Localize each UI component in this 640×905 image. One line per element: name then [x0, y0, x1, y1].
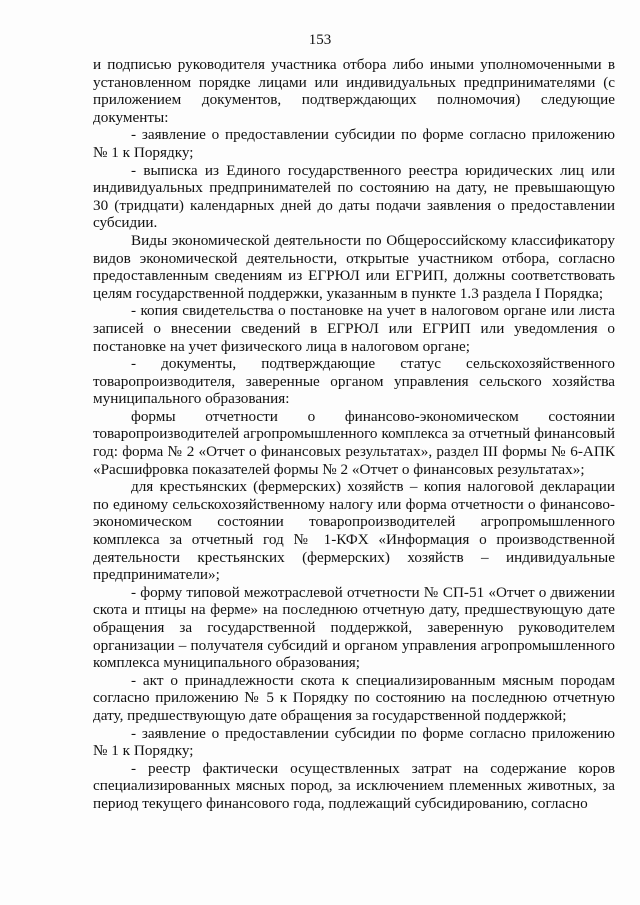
paragraph: Виды экономической деятельности по Общероссийскому классификатору видов экономической деятельности, открытые участником отбора, согласно предоставленным сведениям из ЕГРЮЛ или ЕГРИП, должны соответствовать целям государственной поддержки, указанным в пункте 1.3 раздела I Порядка;: [93, 231, 615, 302]
paragraph: - акт о принадлежности скота к специализированным мясным породам согласно приложению № 5 к Порядку по состоянию на последнюю отчетную дату, предшествующую дате обращения за государственной поддержкой;: [93, 671, 615, 724]
paragraph: формы отчетности о финансово-экономическом состоянии товаропроизводителей агропромышленного комплекса за отчетный финансовый год: форма № 2 «Отчет о финансовых результатах», раздел III формы № 6-АПК «Расшифровка показателей формы № 2 «Отчет о финансовых результатах»;: [93, 407, 615, 478]
paragraph: - заявление о предоставлении субсидии по форме согласно приложению № 1 к Порядку;: [93, 724, 615, 760]
paragraph: - копия свидетельства о постановке на учет в налоговом органе или листа записей о внесении сведений в ЕГРЮЛ или ЕГРИП или уведомления о постановке на учет физического лица в налоговом органе;: [93, 302, 615, 355]
paragraph: - заявление о предоставлении субсидии по форме согласно приложению № 1 к Порядку;: [93, 126, 615, 161]
paragraph: и подписью руководителя участника отбора либо иными уполномоченными в установленном порядке лицами или индивидуальных предпринимателями (с приложением документов, подтверждающих полномочия) следующие документы:: [93, 56, 615, 126]
document-body: [93, 56, 615, 813]
page-number: 153: [308, 32, 332, 48]
paragraph: для крестьянских (фермерских) хозяйств – копия налоговой декларации по единому сельскохозяйственному налогу или форма отчетности о финансово-экономическом состоянии товаропроизводителей агропромышленного комплекса за отчетный год № 1-КФХ «Информация о производственной деятельности крестьянских (фермерских) хозяйств – индивидуальные предприниматели»;: [93, 478, 615, 584]
paragraph: - выписка из Единого государственного реестра юридических лиц или индивидуальных предпринимателей по состоянию на дату, не превышающую 30 (тридцати) календарных дней до даты подачи заявления о предоставлении субсидии.: [93, 161, 615, 232]
paragraph: - реестр фактически осуществленных затрат на содержание коров специализированных мясных пород, за исключением племенных животных, за период текущего финансового года, подлежащий субсидированию, согласно: [93, 759, 615, 812]
paragraph: - форму типовой межотраслевой отчетности № СП-51 «Отчет о движении скота и птицы на ферме» на последнюю отчетную дату, предшествующую дате обращения за государственной поддержкой, заверенную руководителем организации – получателя субсидий и органом управления агропромышленного комплекса муниципального образования;: [93, 583, 615, 672]
paragraph: - документы, подтверждающие статус сельскохозяйственного товаропроизводителя, заверенные органом управления сельского хозяйства муниципального образования:: [93, 355, 615, 408]
